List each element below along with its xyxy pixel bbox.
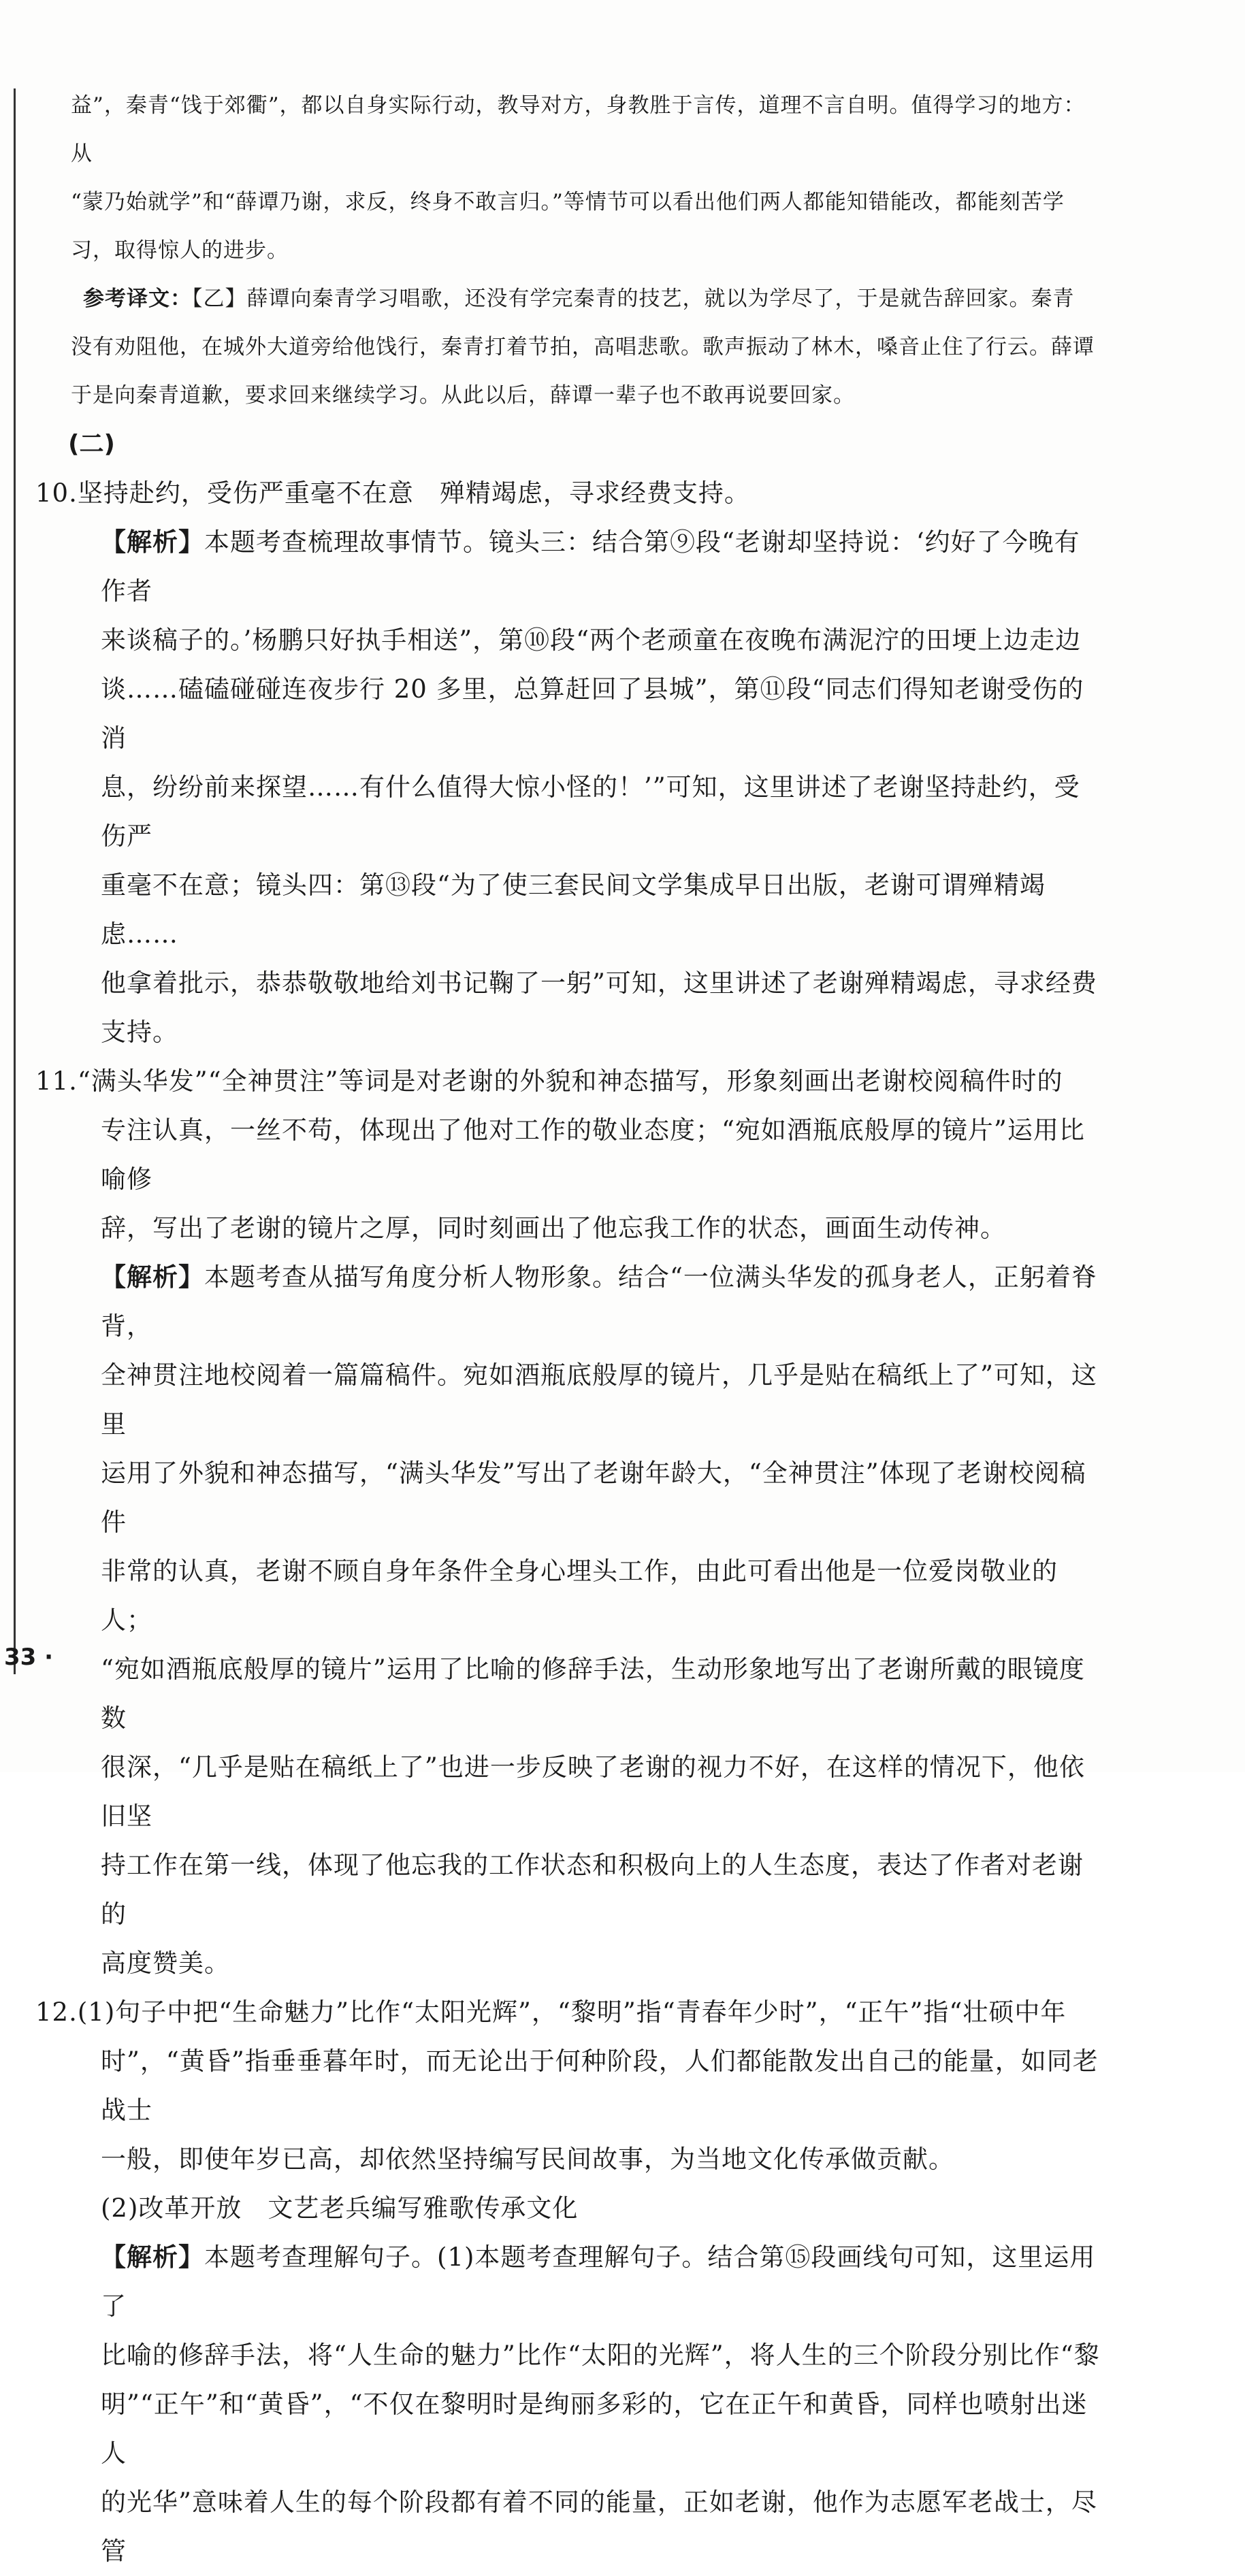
- question-number: 11.: [35, 1066, 78, 1096]
- page-content: [35, 82, 1103, 2576]
- text-line: 本题考查理解句子。(1)本题考查理解句子。结合第⑮段画线句可知，这里运用了: [101, 2243, 1096, 2321]
- text-line: 没有劝阻他，在城外大道旁给他饯行，秦青打着节拍，高唱悲歌。歌声振动了林木，嗓音止住了行云。薛谭: [71, 335, 1095, 359]
- answer-text: (1)句子中把“生命魅力”比作“太阳光辉”，“黎明”指“青春年少时”，“正午”指“壮硕中年: [77, 1998, 1067, 2027]
- text-line: 比喻的修辞手法，将“人生命的魅力”比作“太阳的光辉”，将人生的三个阶段分别比作“黎: [101, 2341, 1100, 2370]
- text-line: 明”“正午”和“黄昏”，“不仅在黎明时是绚丽多彩的，它在正午和黄昏，同样也喷射出迷人: [101, 2390, 1088, 2468]
- text-line: 时”，“黄昏”指垂垂暮年时，而无论出于何种阶段，人们都能散发出自己的能量，如同老战士: [101, 2047, 1099, 2125]
- text-line: 本题考查梳理故事情节。镜头三：结合第⑨段“老谢却坚持说：‘约好了今晚有作者: [101, 527, 1080, 606]
- analysis-first-line: [68, 518, 1103, 616]
- text-line: 一般，即使年岁已高，却依然坚持编写民间故事，为当地文化传承做贡献。: [101, 2145, 954, 2174]
- text-line: 辞，写出了老谢的镜片之厚，同时刻画出了他忘我工作的状态，画面生动传神。: [101, 1213, 1006, 1243]
- answer-text: “满头华发”“全神贯注”等词是对老谢的外貌和神态描写，形象刻画出老谢校阅稿件时的: [77, 1066, 1063, 1096]
- text-line: 本题考查从描写角度分析人物形象。结合“一位满头华发的孤身老人，正躬着脊背，: [101, 1262, 1097, 1341]
- text-line: 高度赞美。: [101, 1949, 230, 1978]
- question-11: [35, 1057, 1103, 1988]
- question-10: [35, 469, 1103, 1057]
- analysis-label: 【解析】: [101, 2243, 204, 2272]
- text-line: 谈……磕磕碰碰连夜步行 20 多里，总算赶回了县城”，第⑪段“同志们得知老谢受伤的消: [101, 674, 1084, 753]
- text-line: 持工作在第一线，体现了他忘我的工作状态和积极向上的人生态度，表达了作者对老谢的: [101, 1851, 1084, 1929]
- analysis-label: 【解析】: [101, 527, 204, 557]
- text-line: 专注认真，一丝不苟，体现出了他对工作的敬业态度；“宛如酒瓶底般厚的镜片”运用比喻修: [101, 1115, 1085, 1194]
- text-line: 他拿着批示，恭恭敬敬地给刘书记鞠了一躬”可知，这里讲述了老谢殚精竭虑，寻求经费: [101, 968, 1097, 998]
- question-12: [35, 1988, 1103, 2576]
- analysis-label: 【解析】: [101, 1262, 204, 1292]
- text-line: 来谈稿子的。’杨鹏只好执手相送”，第⑩段“两个老顽童在夜晚布满泥泞的田埂上边走边: [101, 625, 1082, 655]
- answer-line: [35, 1988, 1103, 2037]
- answer-part-2: (2)改革开放 文艺老兵编写雅歌传承文化: [101, 2194, 579, 2223]
- text-line: 很深，“几乎是贴在稿纸上了”也进一步反映了老谢的视力不好，在这样的情况下，他依旧坚: [101, 1752, 1085, 1831]
- text-line: “蒙乃始就学”和“薛谭乃谢，求反，终身不敢言归。”等情节可以看出他们两人都能知错能改，都能刻苦学: [71, 190, 1065, 214]
- analysis-first-line: [68, 1253, 1103, 1351]
- answer-line: [35, 1057, 1103, 1106]
- text-line: 全神贯注地校阅着一篇篇稿件。宛如酒瓶底般厚的镜片，几乎是贴在稿纸上了”可知，这里: [101, 1360, 1097, 1439]
- analysis-first-line: [68, 2233, 1103, 2331]
- answer-text: 坚持赴约，受伤严重毫不在意 殚精竭虑，寻求经费支持。: [77, 478, 750, 508]
- answer-line: [35, 469, 1103, 518]
- text-line: 【乙】薛谭向秦青学习唱歌，还没有学完秦青的技艺，就以为学尽了，于是就告辞回家。秦青: [192, 287, 1075, 311]
- translation-first-line: [68, 275, 1103, 323]
- translation-label: 参考译文：: [83, 287, 192, 311]
- margin-rule: [14, 88, 16, 1674]
- text-line: 的光华”意味着人生的每个阶段都有着不同的能量，正如老谢，他作为志愿军老战士，尽管: [101, 2488, 1097, 2566]
- text-line: 运用了外貌和神态描写，“满头华发”写出了老谢年龄大，“全神贯注”体现了老谢校阅稿件: [101, 1458, 1086, 1537]
- question-number: 10.: [35, 478, 78, 508]
- text-line: “宛如酒瓶底般厚的镜片”运用了比喻的修辞手法，生动形象地写出了老谢所戴的眼镜度数: [101, 1654, 1085, 1733]
- text-line: 习，取得惊人的进步。: [71, 238, 289, 263]
- text-line: 非常的认真，老谢不顾自身年条件全身心埋头工作，由此可看出他是一位爱岗敬业的人；: [101, 1556, 1058, 1635]
- text-line: 益”，秦青“饯于郊衢”，都以自身实际行动，教导对方，身教胜于言传，道理不言自明。值得学习的地方：从: [71, 93, 1086, 166]
- page-number: 33 ·: [4, 1644, 54, 1671]
- top-paragraph: [68, 82, 1103, 275]
- section-title: (二): [68, 430, 115, 458]
- text-line: 重毫不在意；镜头四：第⑬段“为了使三套民间文学集成早日出版，老谢可谓殚精竭虑……: [101, 870, 1046, 949]
- text-line: 于是向秦青道歉，要求回来继续学习。从此以后，薛谭一辈子也不敢再说要回家。: [71, 383, 855, 408]
- text-line: 息，纷纷前来探望……有什么值得大惊小怪的！’”可知，这里讲述了老谢坚持赴约，受伤严: [101, 772, 1080, 851]
- reference-translation: [68, 275, 1103, 420]
- question-number: 12.: [35, 1998, 78, 2027]
- text-line: 支持。: [101, 1017, 178, 1047]
